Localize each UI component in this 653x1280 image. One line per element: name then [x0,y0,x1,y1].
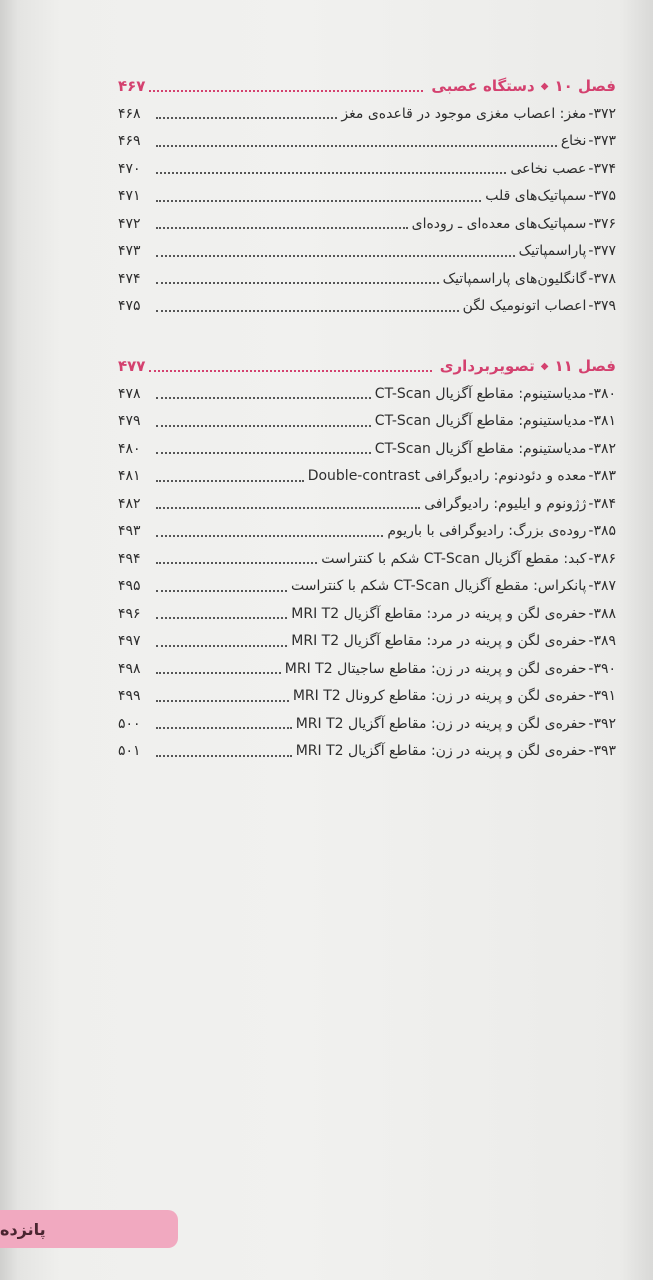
leader-dots [156,136,557,147]
toc-entry[interactable] [118,293,616,321]
chapter-10-entries [118,100,616,320]
toc-entry[interactable] [118,600,616,628]
entry-page-number: ۴۸۰ [118,440,141,457]
entry-number: ۳۸۸- [588,605,616,622]
entry-page-number: ۴۹۶ [118,605,141,622]
entry-title: حفره‌ی لگن و پرینه در زن: مقاطع کرونال MRI T2 [292,688,587,705]
leader-dots [149,360,431,372]
entry-title: حفره‌ی لگن و پرینه در زن: مقاطع ساجیتال MRI T2 [284,660,587,677]
leader-dots [156,608,287,619]
toc-entry[interactable] [118,683,616,711]
leader-dots [156,218,408,229]
entry-page-number: ۵۰۱ [118,743,141,760]
leader-dots [156,498,420,509]
chapter-title: تصویربرداری [439,357,535,375]
entry-number: ۳۹۲- [588,715,616,732]
entry-page-number: ۴۹۴ [118,550,141,567]
leader-dots [156,471,304,482]
entry-number: ۳۷۴- [588,160,616,177]
toc-entry[interactable] [118,545,616,573]
leader-dots [156,416,371,427]
entry-title: سمپاتیک‌های معده‌ای ـ روده‌ای [411,215,587,232]
toc-entry[interactable] [118,490,616,518]
entry-number: ۳۹۳- [588,743,616,760]
toc-entry[interactable] [118,100,616,128]
toc-entry[interactable] [118,628,616,656]
entry-title: کبد: مقطع آگزیال CT-Scan شکم با کنتراست [321,550,587,567]
entry-title: حفره‌ی لگن و پرینه در مرد: مقاطع آگزیال MRI T2 [291,605,587,622]
entry-number: ۳۸۱- [588,413,616,430]
toc-entry[interactable] [118,128,616,156]
toc-entry[interactable] [118,573,616,601]
entry-page-number: ۴۷۱ [118,188,141,205]
entry-title: مغز: اعصاب مغزی موجود در قاعده‌ی مغز [341,105,587,122]
toc-entry[interactable] [118,210,616,238]
entry-page-number: ۴۷۹ [118,413,141,430]
entry-page-number: ۴۹۵ [118,578,141,595]
entry-title: گانگلیون‌های پاراسمپاتیک [442,270,587,287]
leader-dots [156,581,287,592]
leader-dots [156,443,371,454]
toc-entry[interactable] [118,463,616,491]
leader-dots [156,718,292,729]
leader-dots [156,746,292,757]
entry-title: مدیاستینوم: مقاطع آگزیال CT-Scan [374,413,587,430]
diamond-bullet-icon: ◆ [540,360,549,372]
entry-page-number: ۴۷۸ [118,385,141,402]
entry-title: اعصاب اتونومیک لگن [462,298,587,315]
toc-entry[interactable] [118,518,616,546]
entry-page-number: ۴۹۷ [118,633,141,650]
leader-dots [156,663,281,674]
leader-dots [156,108,337,119]
entry-number: ۳۸۲- [588,440,616,457]
chapter-page-number: ۴۷۷ [118,357,146,375]
leader-dots [149,80,423,92]
leader-dots [156,636,287,647]
entry-number: ۳۷۷- [588,243,616,260]
leader-dots [156,526,383,537]
entry-number: ۳۷۳- [588,133,616,150]
leader-dots [156,273,439,284]
toc-entry[interactable] [118,710,616,738]
leader-dots [156,163,506,174]
diamond-bullet-icon: ◆ [540,80,549,92]
toc-entry[interactable] [118,183,616,211]
entry-number: ۳۸۵- [588,523,616,540]
chapter-11-heading[interactable] [118,352,616,380]
leader-dots [156,246,515,257]
entry-title: مدیاستینوم: مقاطع آگزیال CT-Scan [374,385,587,402]
entry-number: ۳۸۳- [588,468,616,485]
entry-page-number: ۴۷۵ [118,298,141,315]
entry-number: ۳۸۷- [588,578,616,595]
leader-dots [156,191,481,202]
toc-entry[interactable] [118,238,616,266]
entry-number: ۳۷۸- [588,270,616,287]
entry-page-number: ۴۷۳ [118,243,141,260]
entry-title: سمپاتیک‌های قلب [485,188,587,205]
toc-entry[interactable] [118,435,616,463]
leader-dots [156,388,371,399]
toc-entry[interactable] [118,408,616,436]
page-number-tab [0,1210,178,1248]
chapter-10-heading[interactable] [118,72,616,100]
entry-page-number: ۴۷۴ [118,270,141,287]
entry-page-number: ۴۶۸ [118,105,141,122]
leader-dots [156,301,459,312]
entry-number: ۳۷۲- [588,105,616,122]
entry-page-number: ۵۰۰ [118,715,141,732]
entry-page-number: ۴۷۲ [118,215,141,232]
toc-entry[interactable] [118,738,616,766]
entry-page-number: ۴۸۲ [118,495,141,512]
entry-page-number: ۴۸۱ [118,468,141,485]
chapter-label: فصل ۱۱ [554,357,616,375]
page-number-word: پانزده [0,1219,46,1239]
entry-title: حفره‌ی لگن و پرینه در زن: مقاطع آگزیال MRI T2 [295,715,587,732]
entry-title: روده‌ی بزرگ: رادیوگرافی با باریوم [387,523,587,540]
entry-number: ۳۹۰- [588,660,616,677]
leader-dots [156,691,289,702]
chapter-page-number: ۴۶۷ [118,77,146,95]
entry-page-number: ۴۹۳ [118,523,141,540]
chapter-label: فصل ۱۰ [554,77,616,95]
entry-title: پانکراس: مقطع آگزیال CT-Scan شکم با کنتراست [291,578,587,595]
toc-entry[interactable] [118,655,616,683]
entry-page-number: ۴۶۹ [118,133,141,150]
entry-number: ۳۹۱- [588,688,616,705]
chapter-11-entries [118,380,616,765]
entry-title: عصب نخاعی [510,160,587,177]
entry-number: ۳۸۰- [588,385,616,402]
entry-title: مدیاستینوم: مقاطع آگزیال CT-Scan [374,440,587,457]
entry-title: معده و دئودنوم: رادیوگرافی Double-contrast [307,468,587,485]
entry-page-number: ۴۹۹ [118,688,141,705]
leader-dots [156,553,317,564]
toc-entry[interactable] [118,155,616,183]
entry-number: ۳۸۹- [588,633,616,650]
toc-entry[interactable] [118,265,616,293]
entry-number: ۳۷۵- [588,188,616,205]
entry-number: ۳۷۹- [588,298,616,315]
toc-entry[interactable] [118,380,616,408]
entry-title: پاراسمپاتیک [518,243,587,260]
entry-page-number: ۴۹۸ [118,660,141,677]
entry-number: ۳۸۴- [588,495,616,512]
entry-page-number: ۴۷۰ [118,160,141,177]
entry-title: حفره‌ی لگن و پرینه در مرد: مقاطع آگزیال MRI T2 [291,633,587,650]
entry-title: ژژونوم و ایلیوم: رادیوگرافی [424,495,587,512]
chapter-title: دستگاه عصبی [431,77,535,95]
entry-title: حفره‌ی لگن و پرینه در زن: مقاطع آگزیال MRI T2 [295,743,587,760]
entry-number: ۳۸۶- [588,550,616,567]
entry-number: ۳۷۶- [588,215,616,232]
entry-title: نخاع [560,133,587,150]
